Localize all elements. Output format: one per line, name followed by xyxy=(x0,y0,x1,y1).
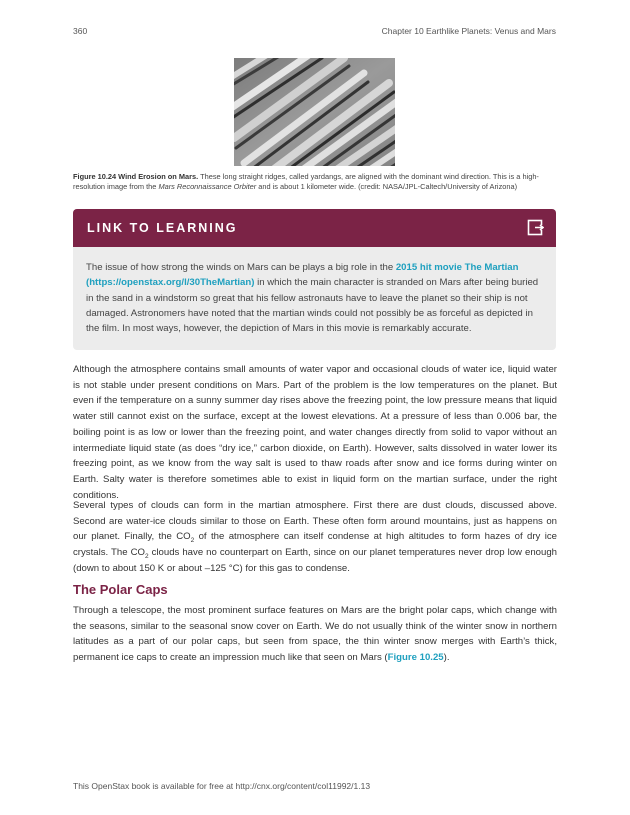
figure-10-25-link[interactable]: Figure 10.25 xyxy=(387,652,444,664)
polar-text-b: ). xyxy=(443,652,450,664)
figure-caption xyxy=(73,172,557,192)
caption-italic: Mars Reconnaissance Orbiter xyxy=(158,182,257,191)
chapter-title: Chapter 10 Earthlike Planets: Venus and Mars xyxy=(381,26,556,36)
link-box-title: LINK TO LEARNING xyxy=(87,221,238,235)
yardangs-image xyxy=(234,58,395,166)
figure-label: Figure 10.24 Wind Erosion on Mars. xyxy=(73,172,199,181)
polar-text-a: Through a telescope, the most prominent surface features on Mars are the bright polar caps, which change with the seasons, similar to the seasonal snow cover on Earth. We do not usually think of the winter snow in northern latitudes as a part of our polar caps, but seen from space, the thin winter snow merges with Earth’s thick, permanent ice caps to create an impression much like that seen on Mars ( xyxy=(73,605,557,664)
section-heading-polar-caps: The Polar Caps xyxy=(73,582,168,597)
clouds-text-c: clouds have no counterpart on Earth, since on our planet temperatures never drop low enough (down to about 150 K or about –125 °C) for this gas to condense. xyxy=(73,547,557,574)
link-box-header xyxy=(73,209,556,247)
paragraph-water-vapor: Although the atmosphere contains small amounts of water vapor and occasional clouds of water ice, liquid water is not stable under present conditions on Mars. Part of the problem is the low temperatures on the planet. But even if the temperature on a sunny summer day rises above the freezing point, the low pressure means that liquid water still cannot exist on the surface, except at the lowest elevations. At a pressure of less than 0.006 bar, the boiling point is as low or lower than the freezing point, and water changes directly from solid to vapor without an intermediate liquid state (as does “dry ice,” carbon dioxide, on Earth). However, salts dissolved in water lower its freezing point, as we know from the way salt is used to thaw roads after snow and ice forms during winter on Earth. Salty water is therefore sometimes able to exist in liquid form on the martian surface, under the right conditions. xyxy=(73,364,557,501)
paragraph-clouds xyxy=(73,498,557,577)
clouds-text-b: of the atmosphere can itself condense at high altitudes to form hazes of dry ice crystals. The CO xyxy=(73,531,557,559)
the-martian-link[interactable]: 2015 hit movie The Martian (https://openstax.org/l/30TheMartian) xyxy=(86,262,519,289)
caption-text-1: These long straight ridges, called yardangs, are aligned with the dominant wind direction. This is a high-resolution image from the xyxy=(73,172,539,191)
external-link-icon xyxy=(527,219,544,236)
page-footer: This OpenStax book is available for free at http://cnx.org/content/col11992/1.13 xyxy=(73,781,371,791)
co2-subscript: 2 xyxy=(144,553,149,561)
caption-text-2: and is about 1 kilometer wide. (credit: NASA/JPL-Caltech/University of Arizona) xyxy=(256,182,518,191)
link-text-1: The issue of how strong the winds on Mars can be plays a big role in the xyxy=(86,262,396,273)
link-box-text xyxy=(86,260,544,336)
link-text-2: in which the main character is stranded on Mars after being buried in the sand in a windstorm so great that his fellow astronauts have to leave the planet so their ship is not damaged. Astronomers have noted that the martian winds could not possibly be as forceful as depicted in the film. In most ways, however, the depiction of Mars in this movie is remarkably accurate. xyxy=(86,277,539,335)
link-to-learning-box xyxy=(73,209,556,350)
clouds-text-a: Several types of clouds can form in the martian atmosphere. First there are dust clouds, discussed above. Second are water-ice clouds similar to those on Earth. These often form around mountains, just as happens on our planet. Finally, the CO xyxy=(73,500,557,543)
paragraph-polar-caps xyxy=(73,603,557,666)
page-number: 360 xyxy=(73,26,88,36)
co2-subscript: 2 xyxy=(190,537,195,545)
